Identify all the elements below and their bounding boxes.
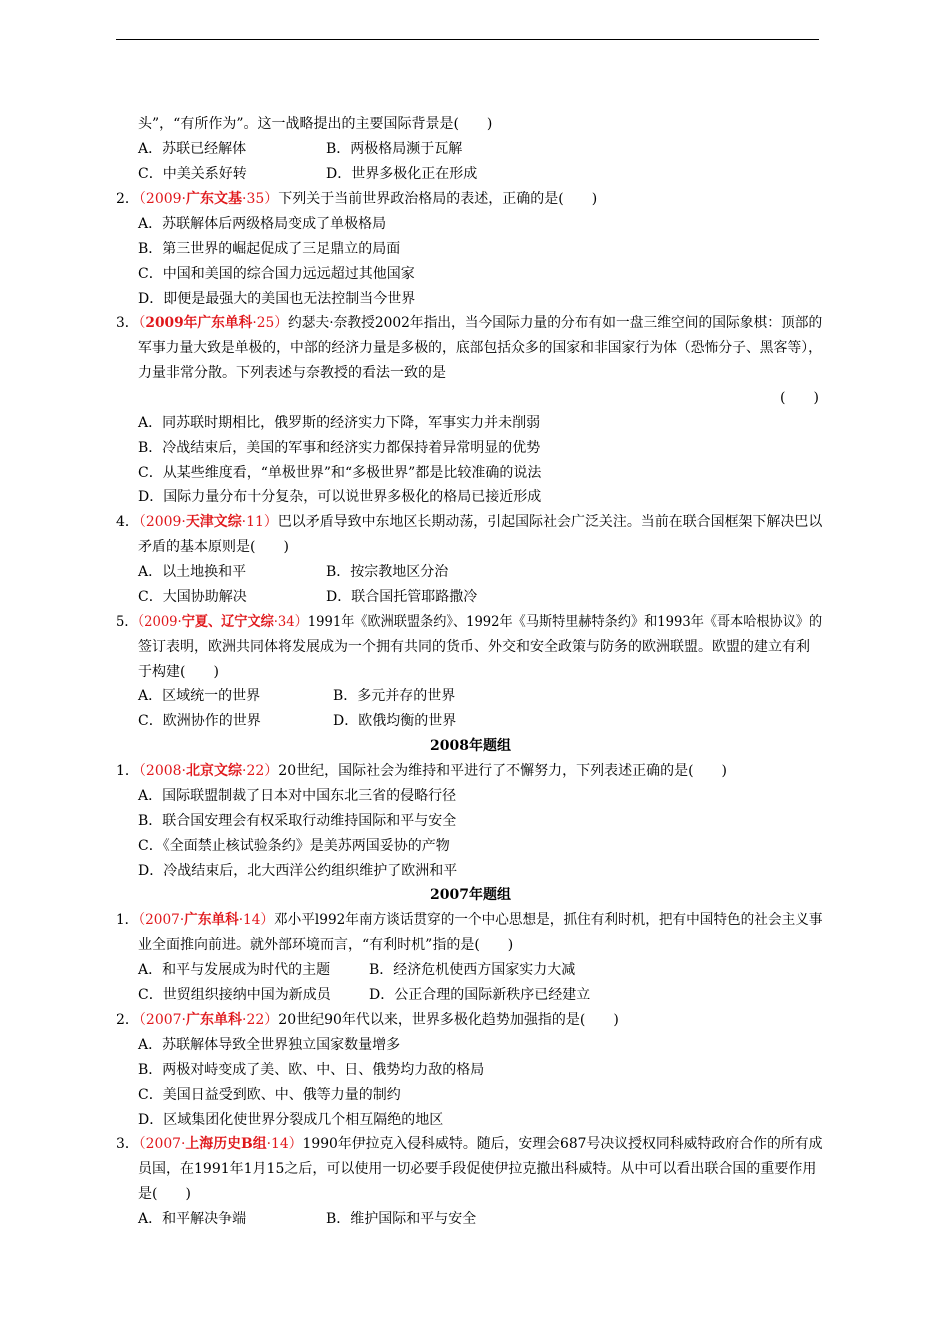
option-a: A．和平与发展成为时代的主题 xyxy=(138,962,331,978)
question-2 xyxy=(116,189,597,209)
question-number: 1． xyxy=(116,763,139,779)
question-text: 巴以矛盾导致中东地区长期动荡，引起国际社会广泛关注。当前在联合国框架下解决巴以 xyxy=(277,514,823,530)
option-a: A．以土地换和平 xyxy=(138,564,247,580)
option-d: D．区域集团化使世界分裂成几个相互隔绝的地区 xyxy=(138,1112,444,1128)
question-source: （2007·广东单科·14） xyxy=(138,912,275,928)
question-source: （2009·天津文综·11） xyxy=(138,514,278,530)
question-2007-3 xyxy=(116,1134,822,1154)
section-heading-2007: 2007年题组 xyxy=(430,887,511,903)
option-a: A．和平解决争端 xyxy=(138,1211,247,1227)
option-a: A．同苏联时期相比，俄罗斯的经济实力下降，军事实力并未削弱 xyxy=(138,415,541,431)
option-b: B．维护国际和平与安全 xyxy=(326,1211,477,1227)
question-text: 1990年伊拉克入侵科威特。随后，安理会687号决议授权同科威特政府合作的所有成 xyxy=(302,1136,823,1152)
option-c: C．中国和美国的综合国力远远超过其他国家 xyxy=(138,266,415,282)
question-number: 1． xyxy=(116,912,139,928)
question-text: 头”，“有所作为”。这一战略提出的主要国际背景是( ) xyxy=(138,116,493,132)
question-text: 业全面推向前进。就外部环境而言，“有利时机”指的是( ) xyxy=(138,937,514,953)
question-text: 是( ) xyxy=(138,1186,191,1202)
option-b: B．联合国安理会有权采取行动维持国际和平与安全 xyxy=(138,813,457,829)
question-text: 邓小平l992年南方谈话贯穿的一个中心思想是，抓住有利时机，把有中国特色的社会主义事 xyxy=(274,912,823,928)
option-d: D．世界多极化正在形成 xyxy=(326,166,478,182)
question-2007-1 xyxy=(116,910,822,930)
question-text: 矛盾的基本原则是( ) xyxy=(138,539,289,555)
option-a: A．国际联盟制裁了日本对中国东北三省的侵略行径 xyxy=(138,788,457,804)
option-b: B．经济危机使西方国家实力大减 xyxy=(369,962,576,978)
option-b: B．两极格局濒于瓦解 xyxy=(326,141,463,157)
option-b: B．多元并存的世界 xyxy=(333,688,456,704)
question-number: 4． xyxy=(116,514,139,530)
option-c: C．中美关系好转 xyxy=(138,166,247,182)
question-source: （2008·北京文综·22） xyxy=(138,763,279,779)
question-2008-1 xyxy=(116,761,727,781)
option-d: D．国际力量分布十分复杂，可以说世界多极化的格局已接近形成 xyxy=(138,489,542,505)
question-text: 于构建( ) xyxy=(138,664,219,680)
option-b: B．第三世界的崛起促成了三足鼎立的局面 xyxy=(138,241,401,257)
question-4 xyxy=(116,512,822,532)
question-source: （2007·上海历史B组·14） xyxy=(138,1136,303,1152)
question-source: （2009·广东文基·35） xyxy=(138,191,279,207)
option-d: D．即便是最强大的美国也无法控制当今世界 xyxy=(138,291,416,307)
question-text: 20世纪，国际社会为维持和平进行了不懈努力，下列表述正确的是( ) xyxy=(278,763,728,779)
option-d: D．联合国托管耶路撒冷 xyxy=(326,589,478,605)
option-b: B．两极对峙变成了美、欧、中、日、俄势均力敌的格局 xyxy=(138,1062,485,1078)
question-number: 3． xyxy=(116,1136,139,1152)
question-text: 约瑟夫·奈教授2002年指出，当今国际力量的分布有如一盘三维空间的国际象棋：顶部的 xyxy=(287,315,823,331)
question-text: 力量非常分散。下列表述与奈教授的看法一致的是 xyxy=(138,365,446,381)
header-rule xyxy=(116,39,819,40)
option-c: C．大国协助解决 xyxy=(138,589,247,605)
option-a: A．区域统一的世界 xyxy=(138,688,261,704)
option-c: C．美国日益受到欧、中、俄等力量的制约 xyxy=(138,1087,401,1103)
answer-paren: ( ) xyxy=(780,390,819,406)
question-source: （2009年广东单科·25） xyxy=(138,315,288,331)
option-c: C．欧洲协作的世界 xyxy=(138,713,261,729)
question-text: 员国，在1991年1月15之后，可以使用一切必要手段促使伊拉克撤出科威特。从中可以看出联合国的重要作用 xyxy=(138,1161,817,1177)
option-d: D．公正合理的国际新秩序已经建立 xyxy=(369,987,591,1003)
question-text: 下列关于当前世界政治格局的表述，正确的是( ) xyxy=(278,191,598,207)
question-number: 5． xyxy=(116,614,138,630)
option-d: D．欧俄均衡的世界 xyxy=(333,713,457,729)
question-text: 军事力量大致是单极的，中部的经济力量是多极的，底部包括众多的国家和非国家行为体（恐怖分子、黑客等）， xyxy=(138,340,822,356)
question-source: （2009·宁夏、辽宁文综·34） xyxy=(137,614,308,630)
question-text: 20世纪90年代以来，世界多极化趋势加强指的是( ) xyxy=(278,1012,619,1028)
question-source: （2007·广东单科·22） xyxy=(138,1012,279,1028)
option-b: B．按宗教地区分治 xyxy=(326,564,449,580)
option-c: C．世贸组织接纳中国为新成员 xyxy=(138,987,331,1003)
question-text: 1991年《欧洲联盟条约》、1992年《马斯特里赫特条约》和1993年《哥本哈根协议》的 xyxy=(307,614,823,630)
option-a: A．苏联解体导致全世界独立国家数量增多 xyxy=(138,1037,401,1053)
question-number: 3． xyxy=(116,315,139,331)
question-3 xyxy=(116,313,822,333)
question-5 xyxy=(116,612,822,632)
option-a: A．苏联解体后两级格局变成了单极格局 xyxy=(138,216,387,232)
option-a: A．苏联已经解体 xyxy=(138,141,247,157)
question-number: 2． xyxy=(116,191,139,207)
question-2007-2 xyxy=(116,1010,619,1030)
option-b: B．冷战结束后，美国的军事和经济实力都保持着异常明显的优势 xyxy=(138,440,541,456)
question-number: 2． xyxy=(116,1012,139,1028)
section-heading-2008: 2008年题组 xyxy=(430,738,511,754)
option-d: D．冷战结束后，北大西洋公约组织维护了欧洲和平 xyxy=(138,863,458,879)
option-c: C．从某些维度看，“单极世界”和“多极世界”都是比较准确的说法 xyxy=(138,465,542,481)
option-c: C．《全面禁止核试验条约》是美苏两国妥协的产物 xyxy=(138,838,450,854)
question-text: 签订表明，欧洲共同体将发展成为一个拥有共同的货币、外交和安全政策与防务的欧洲联盟。欧盟的建立有利 xyxy=(138,639,810,655)
